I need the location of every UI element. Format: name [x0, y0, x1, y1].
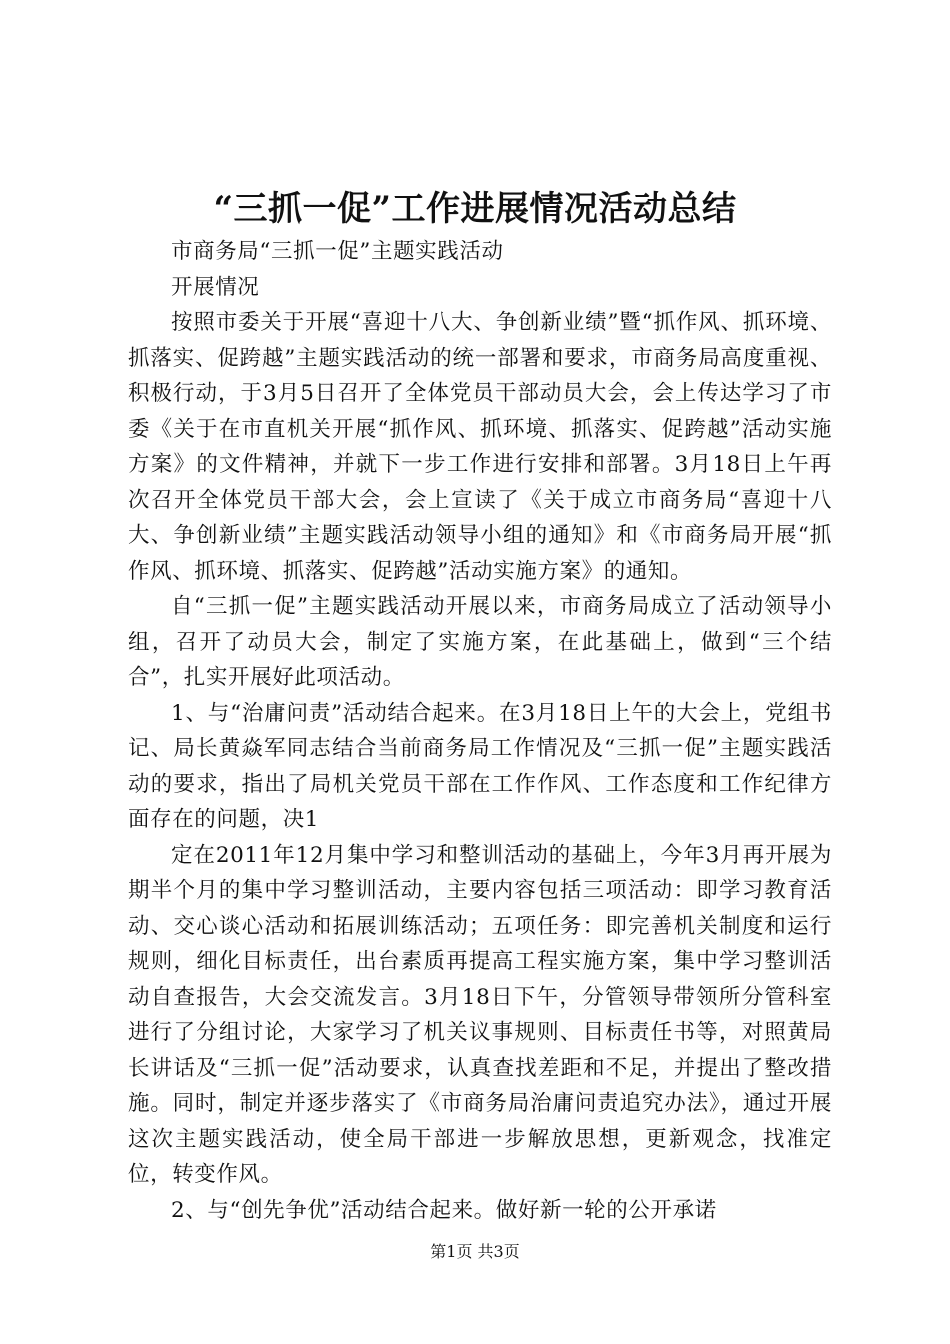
paragraph-point-1-continued: 定在2011年12月集中学习和整训活动的基础上，今年3月再开展为期半个月的集中学习整训活动，主要内容包括三项活动：即学习教育活动、交心谈心活动和拓展训练活动；五项任务：即完善机关制度和运行规则，细化目标责任，出台素质再提高工程实施方案，集中学习整训活动自查报告，大会交流发言。3月18日下午，分管领导带领所分管科室进行了分组讨论，大家学习了机关议事规则、目标责任书等，对照黄局长讲话及“三抓一促”活动要求，认真查找差距和不足，并提出了整改措施。同时，制定并逐步落实了《市商务局治庸问责追究办法》，通过开展这次主题实践活动，使全局干部进一步解放思想，更新观念，找准定位，转变作风。	[128, 842, 832, 1187]
paragraph-intro: 按照市委关于开展“喜迎十八大、争创新业绩”暨“抓作风、抓环境、抓落实、促跨越”主题实践活动的统一部署和要求，市商务局高度重视、积极行动，于3月5日召开了全体党员干部动员大会，会上传达学习了市委《关于在市直机关开展“抓作风、抓环境、抓落实、促跨越”活动实施方案》的文件精神，并就下一步工作进行安排和部署。3月18日上午再次召开全体党员干部大会，会上宣读了《关于成立市商务局“喜迎十八大、争创新业绩”主题实践活动领导小组的通知》和《市商务局开展“抓作风、抓环境、抓落实、促跨越”活动实施方案》的通知。	[128, 310, 832, 584]
paragraph-overview: 自“三抓一促”主题实践活动开展以来，市商务局成立了活动领导小组，召开了动员大会，制定了实施方案，在此基础上，做到“三个结合”，扎实开展好此项活动。	[128, 594, 832, 690]
subtitle-line-1: 市商务局“三抓一促”主题实践活动	[171, 239, 504, 264]
document-body	[128, 234, 832, 1228]
document-title: “三抓一促”工作进展情况活动总结	[213, 189, 737, 229]
paragraph-point-1: 1、与“治庸问责”活动结合起来。在3月18日上午的大会上，党组书记、局长黄焱军同志结合当前商务局工作情况及“三抓一促”主题实践活动的要求，指出了局机关党员干部在工作作风、工作态度和工作纪律方面存在的问题，决1	[128, 700, 832, 832]
page-number-footer: 第1页 共3页	[430, 1242, 520, 1261]
paragraph-point-2: 2、与“创先争优”活动结合起来。做好新一轮的公开承诺	[171, 1197, 717, 1223]
subtitle-line-2: 开展情况	[171, 274, 260, 300]
